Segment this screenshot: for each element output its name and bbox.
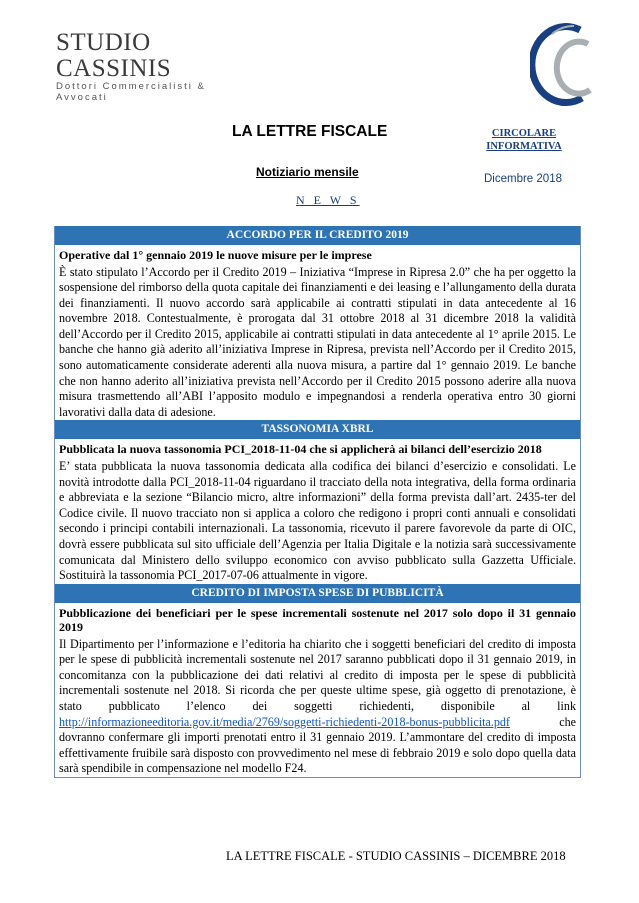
newsletter-subtitle: Notiziario mensile (256, 165, 359, 179)
section-credito (55, 606, 580, 777)
newsletter-title: LA LETTRE FISCALE (232, 123, 388, 140)
section-title-accordo: Operative dal 1° gennaio 2019 le nuove misure per le imprese (59, 248, 372, 262)
circolare-label: CIRCOLARE INFORMATIVA (486, 128, 562, 152)
section-header-credito: CREDITO DI IMPOSTA SPESE DI PUBBLICITÀ (55, 584, 580, 603)
issue-date: Dicembre 2018 (484, 173, 562, 185)
page-footer: LA LETTRE FISCALE - STUDIO CASSINIS – DICEMBRE 2018 (226, 849, 566, 863)
studio-logo (56, 30, 256, 103)
section-body-accordo: È stato stipulato l’Accordo per il Credito 2019 – Iniziativa “Imprese in Ripresa 2.0” che ha per oggetto la sospensione del rimborso della quota capitale dei finanziamenti e dei leasing e l’allungamento della durata dei finanziamenti. Il nuovo accordo sarà applicabile ai contratti stipulati in data antecedente al 16 novembre 2018. Contestualmente, è prorogata dal 31 ottobre 2018 al 31 dicembre 2018 la validità dell’Accordo per il Credito 2015, applicabile ai contratti stipulati in data antecedente al 1° aprile 2015. Le banche che hanno già aderito all’iniziativa Imprese in Ripresa, prevista nell’Accordo per il Credito 2015, sono automaticamente considerate aderenti alla nuova misura, a partire dal 1° gennaio 2019. Le banche che non hanno aderito all’iniziativa prevista nell’Accordo per il Credito 2015 possono aderire alla nuova misura trasmettendo all’ABI l’apposito modulo e impegnandosi a renderla operativa entro 30 giorni lavorativi dalla data di adesione. (59, 264, 576, 419)
section-header-tassonomia: TASSONOMIA XBRL (55, 420, 580, 439)
body-text-after-link: che dovranno confermare gli importi prenotati entro il 31 gennaio 2019. L’ammontare del credito di imposta effettivamente fruibile sarà disposto con provvedimento nel mese di febbraio 2019 e solo dopo quella data sarà spendibile in compensazione nel modello F24. (59, 714, 576, 776)
news-content (54, 226, 581, 778)
bonus-pubblicita-link[interactable]: http://informazioneeditoria.gov.it/media/2769/soggetti-richiedenti-2018-bonus-pubblicita.pdf (59, 714, 510, 729)
section-title-tassonomia: Pubblicata la nuova tassonomia PCI_2018-11-04 che si applicherà ai bilanci dell’esercizio 2018 (59, 442, 542, 457)
logo-name: STUDIO CASSINIS (56, 29, 172, 82)
section-title-credito: Pubblicazione dei beneficiari per le spese incrementali sostenute nel 2017 solo dopo il 31 gennaio 2019 (59, 605, 576, 635)
section-accordo (55, 248, 580, 420)
section-body-tassonomia: E’ stata pubblicata la nuova tassonomia dedicata alla codifica dei bilanci d’esercizio e consolidati. Le novità introdotte dalla PCI_2018-11-04 riguardano il tracciato della nota integrativa, della forma ordinaria e abbreviata e la sezione “Bilancio micro, altre informazioni” della forma prevista dall’art. 2435-ter del Codice civile. Il nuovo tracciato non si applica a coloro che redigono i propri conti annuali e consolidati secondo i principi contabili internazionali. La tassonomia, ricevuto il parere favorevole da parte di OIC, dovrà essere pubblicata sul sito ufficiale dell’Agenzia per Italia Digitale e la notizia sarà successivamente comunicata dal Ministero dello sviluppo economico con avviso pubblicato sulla Gazzetta Ufficiale. Sostituirà la tassonomia PCI_2017-07-06 attualmente in vigore. (59, 458, 576, 583)
body-text-before-link: Il Dipartimento per l’informazione e l’editoria ha chiarito che i soggetti beneficiari del credito di imposta per le spese di pubblicità incrementali sostenute nel 2017 saranno pubblicati dopo il 31 gennaio 2019, in concomitanza con la pubblicazione dei dati relativi al credito di imposta per le spese di pubblicità incrementali sostenute nel 2018. Si ricorda che per queste ultime spese, già oggetto di prenotazione, è stato pubblicato l’elenco dei soggetti richiedenti, disponibile al link (59, 636, 576, 714)
section-body-credito (59, 637, 576, 777)
news-label: N E W S (296, 193, 360, 207)
section-header-accordo: ACCORDO PER IL CREDITO 2019 (55, 226, 580, 245)
cc-monogram-icon (530, 20, 600, 110)
section-tassonomia (55, 442, 580, 583)
logo-subtitle: Dottori Commercialisti & Avvocati (56, 81, 206, 103)
